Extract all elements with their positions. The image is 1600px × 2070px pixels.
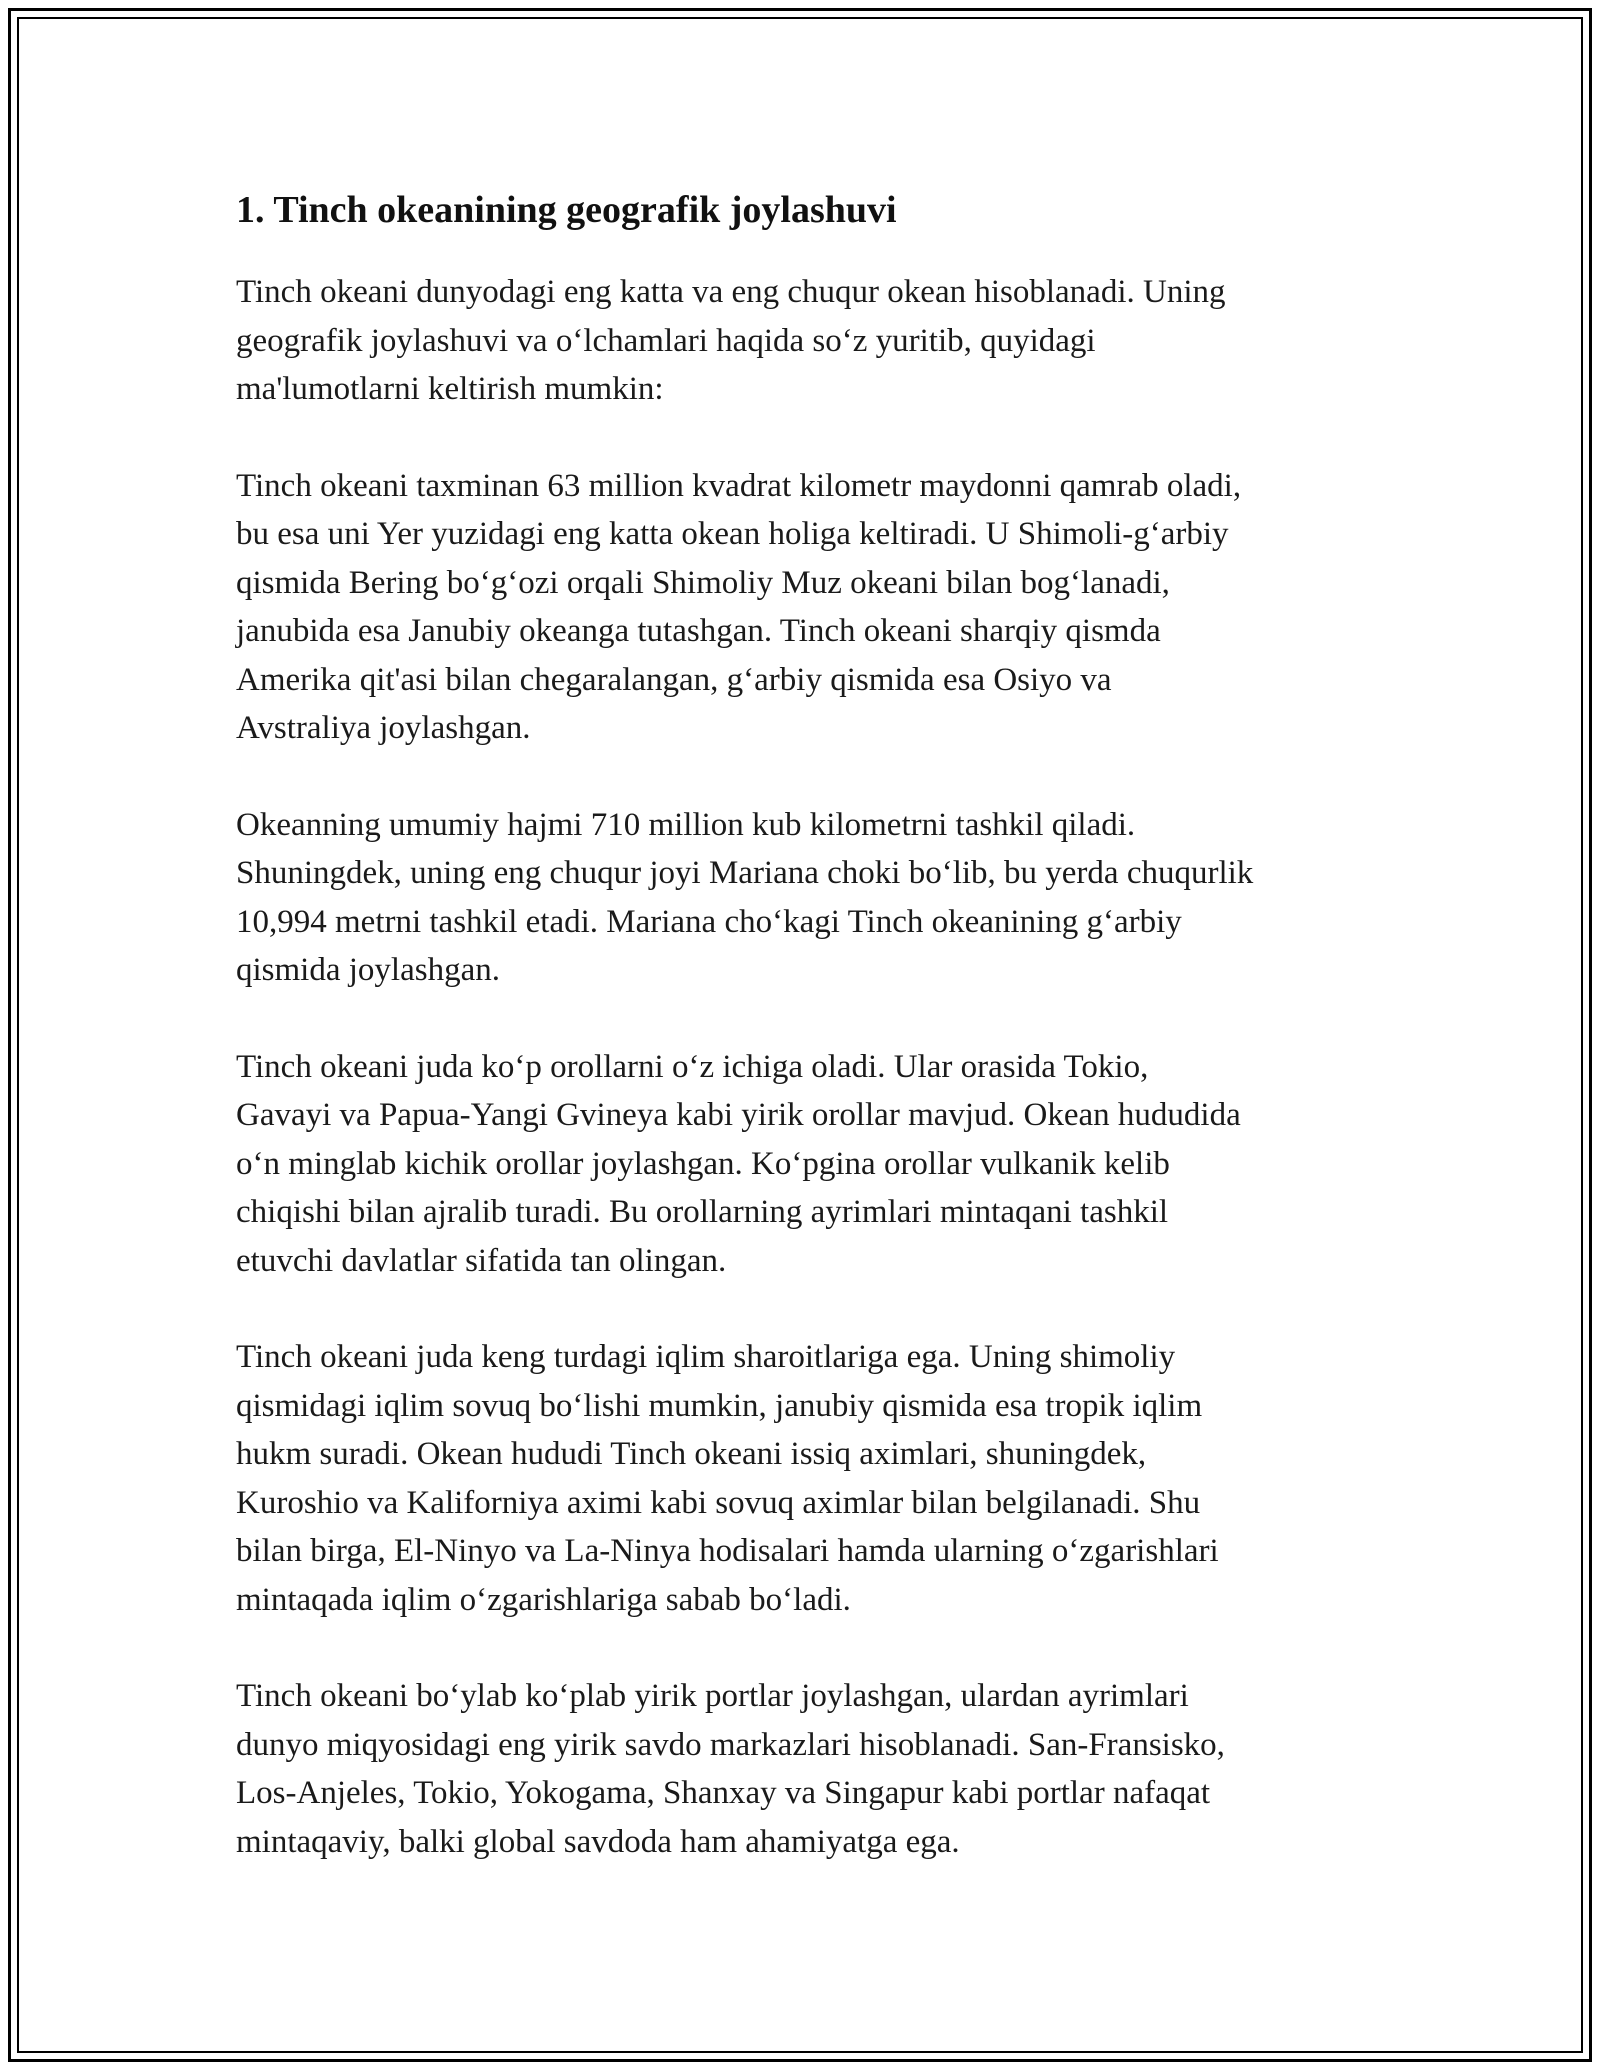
paragraph-islands: Tinch okeani juda ko‘p orollarni o‘z ichiga oladi. Ular orasida Tokio, Gavayi va Papua-Yangi Gvineya kabi yirik orollar mavjud. Okean hududida o‘n minglab kichik orollar joylashgan. Ko‘pgina orollar vulkanik kelib chiqishi bilan ajralib turadi. Bu orollarning ayrimlari mintaqani tashkil etuvchi davlatlar sifatida tan olingan.: [236, 1048, 1241, 1279]
paragraph-area-and-borders: Tinch okeani taxminan 63 million kvadrat kilometr maydonni qamrab oladi, bu esa uni Yer yuzidagi eng katta okean holiga keltiradi. U Shimoli-g‘arbiy qismida Bering bo‘g‘ozi orqali Shimoliy Muz okeani bilan bog‘lanadi, janubida esa Janubiy okeanga tutashgan. Tinch okeani sharqiy qismda Amerika qit'asi bilan chegaralangan, g‘arbiy qismida esa Osiyo va Avstraliya joylashgan.: [236, 467, 1242, 746]
paragraph-climate: Tinch okeani juda keng turdagi iqlim sharoitlariga ega. Uning shimoliy qismidagi iqlim sovuq bo‘lishi mumkin, janubiy qismida esa tropik iqlim hukm suradi. Okean hududi Tinch okeani issiq aximlari, shuningdek, Kuroshio va Kaliforniya aximi kabi sovuq aximlar bilan belgilanadi. Shu bilan birga, El-Ninyo va La-Ninya hodisalari hamda ularning o‘zgarishlari mintaqada iqlim o‘zgarishlariga sabab bo‘ladi.: [236, 1339, 1219, 1618]
paragraph-intro: Tinch okeani dunyodagi eng katta va eng chuqur okean hisoblanadi. Uning geografik joylashuvi va o‘lchamlari haqida so‘z yuritib, quyidagi ma'lumotlarni keltirish mumkin:: [236, 274, 1226, 407]
paragraph-volume-and-depth: Okeanning umumiy hajmi 710 million kub kilometrni tashkil qiladi. Shuningdek, uning eng chuqur joyi Mariana choki bo‘lib, bu yerda chuqurlik 10,994 metrni tashkil etadi. Mariana cho‘kagi Tinch okeanining g‘arbiy qismida joylashgan.: [236, 806, 1254, 988]
document-body: [236, 186, 1376, 1914]
paragraph-ports: Tinch okeani bo‘ylab ko‘plab yirik portlar joylashgan, ulardan ayrimlari dunyo miqyosidagi eng yirik savdo markazlari hisoblanadi. San-Fransisko, Los-Anjeles, Tokio, Yokogama, Shanxay va Singapur kabi portlar nafaqat mintaqaviy, balki global savdoda ham ahamiyatga ega.: [236, 1678, 1225, 1860]
section-heading: 1. Tinch okeanining geografik joylashuvi: [236, 189, 897, 231]
